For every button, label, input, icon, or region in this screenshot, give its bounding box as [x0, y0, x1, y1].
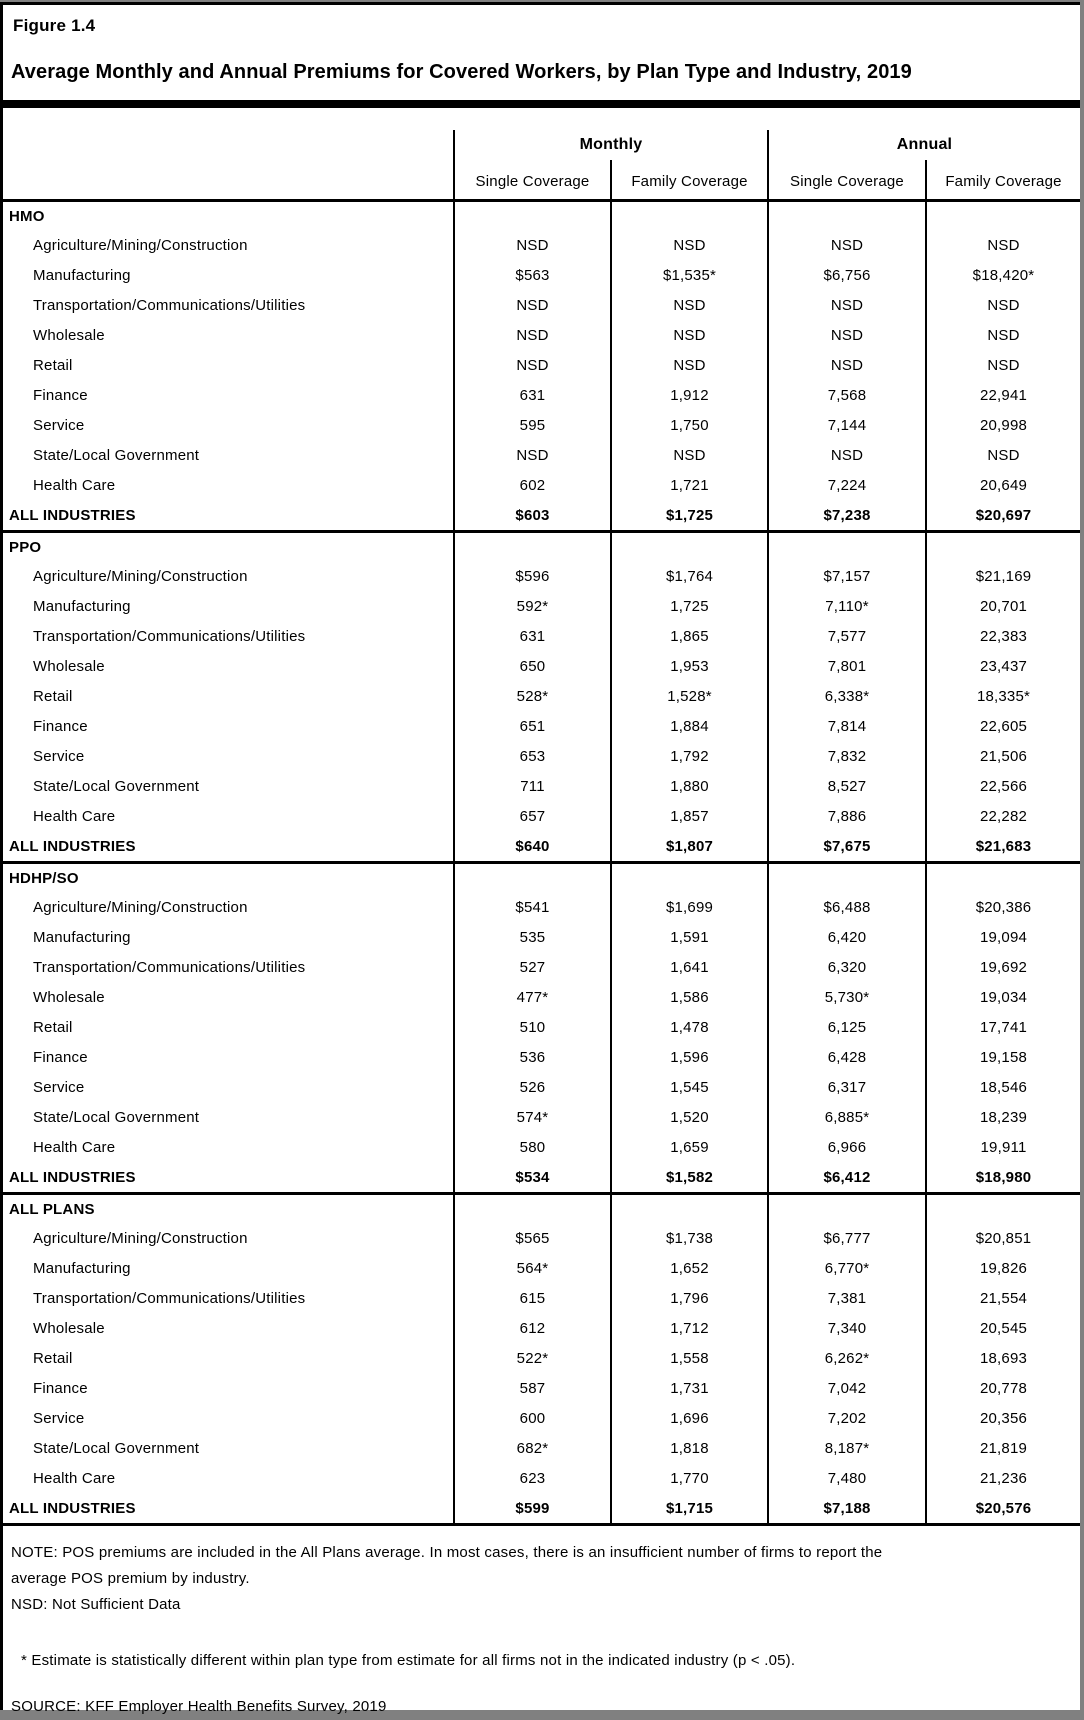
- table-row: [3, 470, 1080, 500]
- cell-annual-family: $20,697: [925, 500, 1080, 530]
- column-header-row: [3, 160, 1080, 202]
- all-industries-row: [3, 500, 1080, 530]
- cell-monthly-single: 574*: [453, 1102, 610, 1132]
- industry-label: Service: [33, 1409, 85, 1427]
- table-row: [3, 621, 1080, 651]
- cell-monthly-family: 1,953: [610, 651, 767, 681]
- cell-monthly-single: 587: [453, 1373, 610, 1403]
- cell-annual-family: $20,576: [925, 1493, 1080, 1523]
- cell-monthly-family: NSD: [610, 350, 767, 380]
- table-row: [3, 591, 1080, 621]
- cell-monthly-family: 1,652: [610, 1253, 767, 1283]
- cell-annual-family: 20,778: [925, 1373, 1080, 1403]
- plan-type-label: HMO: [9, 207, 45, 225]
- cell-annual-single: $7,675: [767, 831, 925, 861]
- cell-annual-single: 8,527: [767, 771, 925, 801]
- industry-label: Transportation/Communications/Utilities: [33, 627, 306, 645]
- cell-monthly-family: 1,818: [610, 1433, 767, 1463]
- col-header-monthly-single: Single Coverage: [453, 160, 610, 199]
- cell-annual-family: 20,998: [925, 410, 1080, 440]
- cell-monthly-family: 1,478: [610, 1012, 767, 1042]
- cell-annual-single: 7,577: [767, 621, 925, 651]
- cell-annual-single: [767, 864, 925, 892]
- column-group-monthly: Monthly: [453, 130, 767, 160]
- row-label-column-spacer: [3, 160, 453, 199]
- table-row: [3, 651, 1080, 681]
- industry-label: State/Local Government: [33, 777, 200, 795]
- cell-annual-single: $7,157: [767, 561, 925, 591]
- all-industries-row: [3, 831, 1080, 861]
- cell-monthly-family: $1,715: [610, 1493, 767, 1523]
- cell-annual-family: [925, 864, 1080, 892]
- plan-type-label: PPO: [9, 538, 42, 556]
- cell-monthly-single: 651: [453, 711, 610, 741]
- notes-block: [3, 1526, 1080, 1720]
- cell-annual-family: NSD: [925, 290, 1080, 320]
- industry-label: Health Care: [33, 476, 116, 494]
- industry-label: State/Local Government: [33, 446, 200, 464]
- cell-annual-family: NSD: [925, 440, 1080, 470]
- cell-monthly-single: NSD: [453, 350, 610, 380]
- table-row: [3, 1373, 1080, 1403]
- industry-label: Finance: [33, 386, 88, 404]
- table-row: [3, 1283, 1080, 1313]
- cell-monthly-family: $1,699: [610, 892, 767, 922]
- cell-monthly-family: NSD: [610, 440, 767, 470]
- table-row: [3, 290, 1080, 320]
- figure-label: Figure 1.4: [13, 16, 96, 35]
- all-industries-row: [3, 1493, 1080, 1523]
- cell-monthly-single: [453, 533, 610, 561]
- table-row: [3, 380, 1080, 410]
- cell-annual-family: 21,819: [925, 1433, 1080, 1463]
- table-row: [3, 1102, 1080, 1132]
- cell-monthly-family: 1,884: [610, 711, 767, 741]
- note-text-line-2: average POS premium by industry.: [11, 1570, 250, 1587]
- industry-label: Service: [33, 416, 85, 434]
- all-industries-label: ALL INDUSTRIES: [9, 1499, 136, 1517]
- cell-monthly-family: $1,764: [610, 561, 767, 591]
- table-row: [3, 1253, 1080, 1283]
- cell-monthly-single: 595: [453, 410, 610, 440]
- cell-annual-single: NSD: [767, 290, 925, 320]
- cell-monthly-single: $534: [453, 1162, 610, 1192]
- cell-annual-single: $6,756: [767, 260, 925, 290]
- cell-annual-single: $7,188: [767, 1493, 925, 1523]
- cell-monthly-single: 631: [453, 621, 610, 651]
- cell-annual-single: $6,488: [767, 892, 925, 922]
- table-row: [3, 561, 1080, 591]
- table-row: [3, 1132, 1080, 1162]
- cell-monthly-family: 1,792: [610, 741, 767, 771]
- industry-label: Service: [33, 1078, 85, 1096]
- cell-monthly-single: 527: [453, 952, 610, 982]
- cell-annual-single: NSD: [767, 440, 925, 470]
- cell-monthly-single: $596: [453, 561, 610, 591]
- cell-annual-single: 7,381: [767, 1283, 925, 1313]
- cell-annual-family: NSD: [925, 320, 1080, 350]
- industry-label: Health Care: [33, 1469, 116, 1487]
- cell-annual-family: 18,239: [925, 1102, 1080, 1132]
- cell-annual-family: 19,034: [925, 982, 1080, 1012]
- cell-monthly-family: 1,591: [610, 922, 767, 952]
- cell-monthly-family: 1,857: [610, 801, 767, 831]
- cell-monthly-single: 522*: [453, 1343, 610, 1373]
- cell-monthly-family: [610, 1195, 767, 1223]
- cell-annual-family: 20,701: [925, 591, 1080, 621]
- table-row: [3, 771, 1080, 801]
- industry-label: Service: [33, 747, 85, 765]
- table-row: [3, 741, 1080, 771]
- industry-label: Health Care: [33, 1138, 116, 1156]
- cell-monthly-family: 1,721: [610, 470, 767, 500]
- cell-annual-family: [925, 533, 1080, 561]
- cell-annual-family: 22,282: [925, 801, 1080, 831]
- cell-monthly-family: $1,807: [610, 831, 767, 861]
- table-row: [3, 892, 1080, 922]
- cell-monthly-family: 1,558: [610, 1343, 767, 1373]
- cell-monthly-single: 631: [453, 380, 610, 410]
- table-row: [3, 801, 1080, 831]
- table-row: [3, 1012, 1080, 1042]
- table-row: [3, 320, 1080, 350]
- cell-monthly-family: 1,659: [610, 1132, 767, 1162]
- cell-monthly-single: $565: [453, 1223, 610, 1253]
- table-body: [3, 202, 1080, 1526]
- table-row: [3, 922, 1080, 952]
- cell-annual-single: 7,814: [767, 711, 925, 741]
- cell-annual-single: 6,125: [767, 1012, 925, 1042]
- cell-annual-single: 6,770*: [767, 1253, 925, 1283]
- cell-annual-family: 19,158: [925, 1042, 1080, 1072]
- cell-annual-family: [925, 202, 1080, 230]
- cell-monthly-family: NSD: [610, 230, 767, 260]
- cell-monthly-family: 1,596: [610, 1042, 767, 1072]
- industry-label: Manufacturing: [33, 266, 131, 284]
- cell-monthly-family: [610, 864, 767, 892]
- all-industries-label: ALL INDUSTRIES: [9, 837, 136, 855]
- cell-annual-single: 7,042: [767, 1373, 925, 1403]
- cell-monthly-family: [610, 202, 767, 230]
- cell-monthly-single: 580: [453, 1132, 610, 1162]
- cell-annual-family: 21,506: [925, 741, 1080, 771]
- cell-annual-single: 5,730*: [767, 982, 925, 1012]
- cell-annual-single: 7,480: [767, 1463, 925, 1493]
- cell-monthly-single: 592*: [453, 591, 610, 621]
- table-row: [3, 711, 1080, 741]
- cell-monthly-single: 510: [453, 1012, 610, 1042]
- cell-monthly-family: $1,738: [610, 1223, 767, 1253]
- cell-monthly-single: NSD: [453, 320, 610, 350]
- cell-monthly-family: 1,725: [610, 591, 767, 621]
- cell-monthly-family: $1,535*: [610, 260, 767, 290]
- cell-annual-single: 6,320: [767, 952, 925, 982]
- cell-monthly-single: NSD: [453, 230, 610, 260]
- cell-monthly-family: 1,750: [610, 410, 767, 440]
- industry-label: State/Local Government: [33, 1108, 200, 1126]
- cell-annual-single: [767, 202, 925, 230]
- cell-monthly-family: 1,696: [610, 1403, 767, 1433]
- cell-monthly-family: 1,545: [610, 1072, 767, 1102]
- plan-type-label: ALL PLANS: [9, 1200, 95, 1218]
- cell-monthly-family: NSD: [610, 320, 767, 350]
- cell-annual-single: NSD: [767, 230, 925, 260]
- note-text-line-1: NOTE: POS premiums are included in the All Plans average. In most cases, there is an insufficient number of firms to report the: [11, 1544, 883, 1561]
- cell-annual-family: [925, 1195, 1080, 1223]
- title-rule: [3, 100, 1080, 108]
- plan-section-hdhp-so: [3, 864, 1080, 1195]
- table-row: [3, 260, 1080, 290]
- cell-monthly-single: $563: [453, 260, 610, 290]
- cell-annual-family: 22,566: [925, 771, 1080, 801]
- industry-label: Wholesale: [33, 657, 105, 675]
- cell-monthly-single: 615: [453, 1283, 610, 1313]
- cell-monthly-single: NSD: [453, 440, 610, 470]
- cell-annual-family: 19,826: [925, 1253, 1080, 1283]
- cell-monthly-single: 612: [453, 1313, 610, 1343]
- cell-annual-single: NSD: [767, 350, 925, 380]
- cell-annual-family: 19,911: [925, 1132, 1080, 1162]
- cell-monthly-family: $1,582: [610, 1162, 767, 1192]
- cell-annual-family: 18,546: [925, 1072, 1080, 1102]
- section-header-row: [3, 1195, 1080, 1223]
- cell-annual-single: 7,801: [767, 651, 925, 681]
- table-row: [3, 350, 1080, 380]
- cell-annual-single: 6,885*: [767, 1102, 925, 1132]
- figure-page: [0, 2, 1080, 1715]
- cell-monthly-family: 1,880: [610, 771, 767, 801]
- industry-label: Transportation/Communications/Utilities: [33, 958, 306, 976]
- plan-section-ppo: [3, 533, 1080, 864]
- cell-monthly-single: 600: [453, 1403, 610, 1433]
- column-group-annual: Annual: [767, 130, 1080, 160]
- cell-annual-family: 20,649: [925, 470, 1080, 500]
- cell-annual-single: $7,238: [767, 500, 925, 530]
- col-header-annual-single: Single Coverage: [767, 160, 925, 199]
- cell-monthly-single: 526: [453, 1072, 610, 1102]
- table-row: [3, 1463, 1080, 1493]
- industry-label: Manufacturing: [33, 1259, 131, 1277]
- industry-label: Finance: [33, 1048, 88, 1066]
- cell-annual-single: 7,202: [767, 1403, 925, 1433]
- cell-annual-single: 6,317: [767, 1072, 925, 1102]
- table-row: [3, 1042, 1080, 1072]
- cell-annual-family: $21,683: [925, 831, 1080, 861]
- row-label-column-spacer: [3, 130, 453, 160]
- cell-annual-family: 17,741: [925, 1012, 1080, 1042]
- table-row: [3, 1223, 1080, 1253]
- cell-monthly-single: $640: [453, 831, 610, 861]
- cell-monthly-single: 477*: [453, 982, 610, 1012]
- industry-label: Wholesale: [33, 1319, 105, 1337]
- cell-annual-single: 6,428: [767, 1042, 925, 1072]
- industry-label: Wholesale: [33, 326, 105, 344]
- industry-label: Manufacturing: [33, 597, 131, 615]
- cell-monthly-single: [453, 1195, 610, 1223]
- cell-monthly-family: 1,865: [610, 621, 767, 651]
- cell-annual-family: 21,554: [925, 1283, 1080, 1313]
- cell-annual-single: $6,412: [767, 1162, 925, 1192]
- cell-monthly-family: $1,725: [610, 500, 767, 530]
- cell-annual-single: 7,110*: [767, 591, 925, 621]
- plan-section-hmo: [3, 202, 1080, 533]
- all-industries-label: ALL INDUSTRIES: [9, 506, 136, 524]
- source-line: SOURCE: KFF Employer Health Benefits Survey, 2019: [11, 1698, 387, 1715]
- cell-annual-family: NSD: [925, 230, 1080, 260]
- cell-annual-family: 22,605: [925, 711, 1080, 741]
- cell-annual-family: $21,169: [925, 561, 1080, 591]
- cell-annual-single: 6,966: [767, 1132, 925, 1162]
- cell-monthly-single: 535: [453, 922, 610, 952]
- cell-annual-family: 19,094: [925, 922, 1080, 952]
- cell-annual-family: NSD: [925, 350, 1080, 380]
- cell-monthly-single: NSD: [453, 290, 610, 320]
- industry-label: State/Local Government: [33, 1439, 200, 1457]
- column-group-header-row: [3, 130, 1080, 160]
- industry-label: Transportation/Communications/Utilities: [33, 1289, 306, 1307]
- industry-label: Transportation/Communications/Utilities: [33, 296, 306, 314]
- cell-annual-family: $18,420*: [925, 260, 1080, 290]
- cell-annual-single: 6,338*: [767, 681, 925, 711]
- cell-annual-family: $18,980: [925, 1162, 1080, 1192]
- cell-annual-single: NSD: [767, 320, 925, 350]
- table-row: [3, 681, 1080, 711]
- cell-monthly-single: 650: [453, 651, 610, 681]
- cell-monthly-family: 1,528*: [610, 681, 767, 711]
- cell-annual-single: [767, 1195, 925, 1223]
- cell-monthly-single: $603: [453, 500, 610, 530]
- cell-annual-family: 19,692: [925, 952, 1080, 982]
- cell-monthly-family: NSD: [610, 290, 767, 320]
- table-row: [3, 1313, 1080, 1343]
- table-row: [3, 230, 1080, 260]
- cell-annual-family: 22,383: [925, 621, 1080, 651]
- industry-label: Health Care: [33, 807, 116, 825]
- table-row: [3, 952, 1080, 982]
- cell-annual-family: 20,356: [925, 1403, 1080, 1433]
- all-industries-label: ALL INDUSTRIES: [9, 1168, 136, 1186]
- cell-monthly-family: 1,586: [610, 982, 767, 1012]
- table-row: [3, 1343, 1080, 1373]
- cell-monthly-single: 653: [453, 741, 610, 771]
- cell-monthly-single: 682*: [453, 1433, 610, 1463]
- cell-annual-single: 6,420: [767, 922, 925, 952]
- cell-monthly-single: 623: [453, 1463, 610, 1493]
- cell-monthly-single: 602: [453, 470, 610, 500]
- section-header-row: [3, 864, 1080, 892]
- cell-annual-family: $20,386: [925, 892, 1080, 922]
- table-row: [3, 982, 1080, 1012]
- cell-monthly-family: 1,796: [610, 1283, 767, 1313]
- cell-monthly-family: 1,770: [610, 1463, 767, 1493]
- cell-monthly-single: 564*: [453, 1253, 610, 1283]
- cell-annual-family: 18,335*: [925, 681, 1080, 711]
- table-row: [3, 1403, 1080, 1433]
- cell-monthly-single: $541: [453, 892, 610, 922]
- industry-label: Agriculture/Mining/Construction: [33, 1229, 248, 1247]
- section-header-row: [3, 202, 1080, 230]
- cell-monthly-single: 528*: [453, 681, 610, 711]
- cell-monthly-single: 657: [453, 801, 610, 831]
- cell-annual-single: [767, 533, 925, 561]
- col-header-annual-family: Family Coverage: [925, 160, 1080, 199]
- plan-section-all-plans: [3, 1195, 1080, 1526]
- cell-annual-family: $20,851: [925, 1223, 1080, 1253]
- industry-label: Retail: [33, 687, 73, 705]
- cell-monthly-family: 1,731: [610, 1373, 767, 1403]
- table-row: [3, 1072, 1080, 1102]
- page-title: Average Monthly and Annual Premiums for Covered Workers, by Plan Type and Industry, 2019: [11, 61, 912, 83]
- cell-monthly-single: 536: [453, 1042, 610, 1072]
- cell-annual-single: 7,886: [767, 801, 925, 831]
- cell-annual-single: 7,832: [767, 741, 925, 771]
- cell-annual-family: 20,545: [925, 1313, 1080, 1343]
- industry-label: Agriculture/Mining/Construction: [33, 567, 248, 585]
- cell-annual-single: 7,224: [767, 470, 925, 500]
- industry-label: Agriculture/Mining/Construction: [33, 898, 248, 916]
- cell-annual-single: 6,262*: [767, 1343, 925, 1373]
- cell-monthly-single: [453, 864, 610, 892]
- cell-annual-family: 18,693: [925, 1343, 1080, 1373]
- cell-annual-single: 8,187*: [767, 1433, 925, 1463]
- header-spacer: [3, 108, 1080, 130]
- cell-monthly-family: 1,641: [610, 952, 767, 982]
- industry-label: Agriculture/Mining/Construction: [33, 236, 248, 254]
- industry-label: Retail: [33, 1018, 73, 1036]
- cell-annual-single: 7,568: [767, 380, 925, 410]
- estimate-footnote: * Estimate is statistically different within plan type from estimate for all firms not in the indicated industry (p < .05).: [21, 1652, 796, 1669]
- cell-annual-single: 7,144: [767, 410, 925, 440]
- plan-type-label: HDHP/SO: [9, 869, 79, 887]
- industry-label: Finance: [33, 717, 88, 735]
- table-row: [3, 1433, 1080, 1463]
- cell-monthly-single: [453, 202, 610, 230]
- table-row: [3, 410, 1080, 440]
- cell-annual-single: 7,340: [767, 1313, 925, 1343]
- all-industries-row: [3, 1162, 1080, 1192]
- industry-label: Wholesale: [33, 988, 105, 1006]
- cell-annual-single: $6,777: [767, 1223, 925, 1253]
- cell-monthly-single: $599: [453, 1493, 610, 1523]
- cell-annual-family: 22,941: [925, 380, 1080, 410]
- industry-label: Manufacturing: [33, 928, 131, 946]
- cell-annual-family: 23,437: [925, 651, 1080, 681]
- cell-monthly-family: 1,912: [610, 380, 767, 410]
- cell-monthly-single: 711: [453, 771, 610, 801]
- industry-label: Retail: [33, 1349, 73, 1367]
- section-header-row: [3, 533, 1080, 561]
- nsd-definition: NSD: Not Sufficient Data: [11, 1596, 181, 1613]
- cell-monthly-family: 1,520: [610, 1102, 767, 1132]
- cell-monthly-family: [610, 533, 767, 561]
- table-row: [3, 440, 1080, 470]
- cell-annual-family: 21,236: [925, 1463, 1080, 1493]
- col-header-monthly-family: Family Coverage: [610, 160, 767, 199]
- cell-monthly-family: 1,712: [610, 1313, 767, 1343]
- industry-label: Retail: [33, 356, 73, 374]
- industry-label: Finance: [33, 1379, 88, 1397]
